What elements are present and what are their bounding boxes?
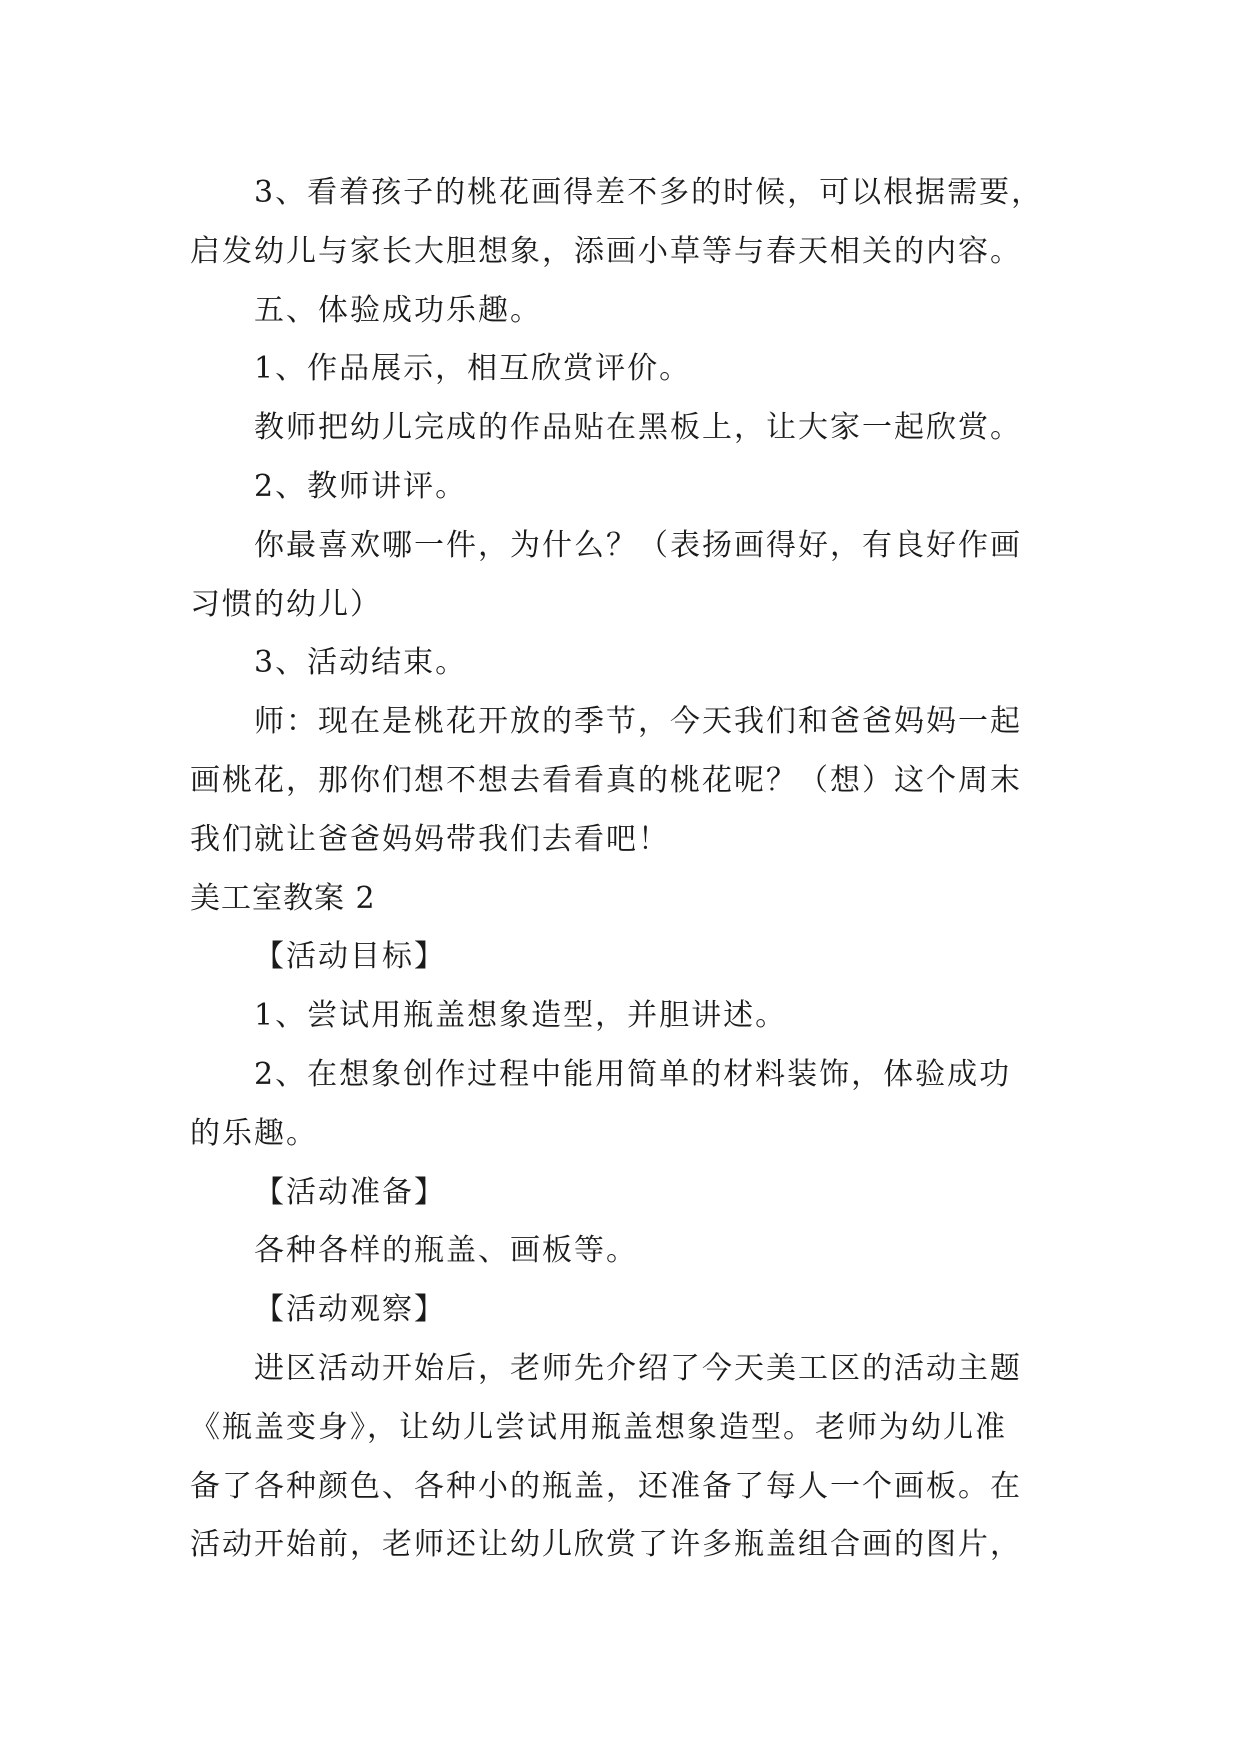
document-title: 美工室教案 2 <box>190 880 376 916</box>
paragraph-line: 各种各样的瓶盖、画板等。 <box>254 1233 638 1269</box>
section-heading: 【活动准备】 <box>254 1174 446 1210</box>
paragraph-line: 活动开始前，老师还让幼儿欣赏了许多瓶盖组合画的图片， <box>190 1527 1022 1563</box>
paragraph-line: 你最喜欢哪一件，为什么？（表扬画得好，有良好作画 <box>254 527 1022 563</box>
paragraph-line: 备了各种颜色、各种小的瓶盖，还准备了每人一个画板。在 <box>190 1468 1022 1504</box>
paragraph-line: 的乐趣。 <box>190 1115 318 1151</box>
paragraph-line: 启发幼儿与家长大胆想象，添画小草等与春天相关的内容。 <box>190 233 1022 269</box>
paragraph-line: 3、活动结束。 <box>254 645 468 681</box>
paragraph-line: 进区活动开始后，老师先介绍了今天美工区的活动主题 <box>254 1350 1022 1386</box>
paragraph-line: 1、作品展示，相互欣赏评价。 <box>254 351 692 387</box>
paragraph-line: 习惯的幼儿） <box>190 586 382 622</box>
paragraph-line: 画桃花，那你们想不想去看看真的桃花呢？（想）这个周末 <box>190 762 1022 798</box>
document-body <box>190 164 1070 1575</box>
paragraph-line: 师：现在是桃花开放的季节，今天我们和爸爸妈妈一起 <box>254 704 1022 740</box>
paragraph-line: 《瓶盖变身》，让幼儿尝试用瓶盖想象造型。老师为幼儿准 <box>190 1409 1007 1445</box>
paragraph-line: 我们就让爸爸妈妈带我们去看吧！ <box>190 821 670 857</box>
paragraph-line: 1、尝试用瓶盖想象造型，并胆讲述。 <box>254 998 788 1034</box>
section-heading: 【活动目标】 <box>254 939 446 975</box>
paragraph-line: 2、在想象创作过程中能用简单的材料装饰，体验成功 <box>254 1056 1012 1092</box>
section-heading: 【活动观察】 <box>254 1292 446 1328</box>
paragraph-line: 教师把幼儿完成的作品贴在黑板上，让大家一起欣赏。 <box>254 410 1022 446</box>
section-heading: 五、体验成功乐趣。 <box>254 292 542 328</box>
paragraph-line: 3、看着孩子的桃花画得差不多的时候，可以根据需要， <box>254 175 1044 210</box>
paragraph-line: 2、教师讲评。 <box>254 468 468 504</box>
